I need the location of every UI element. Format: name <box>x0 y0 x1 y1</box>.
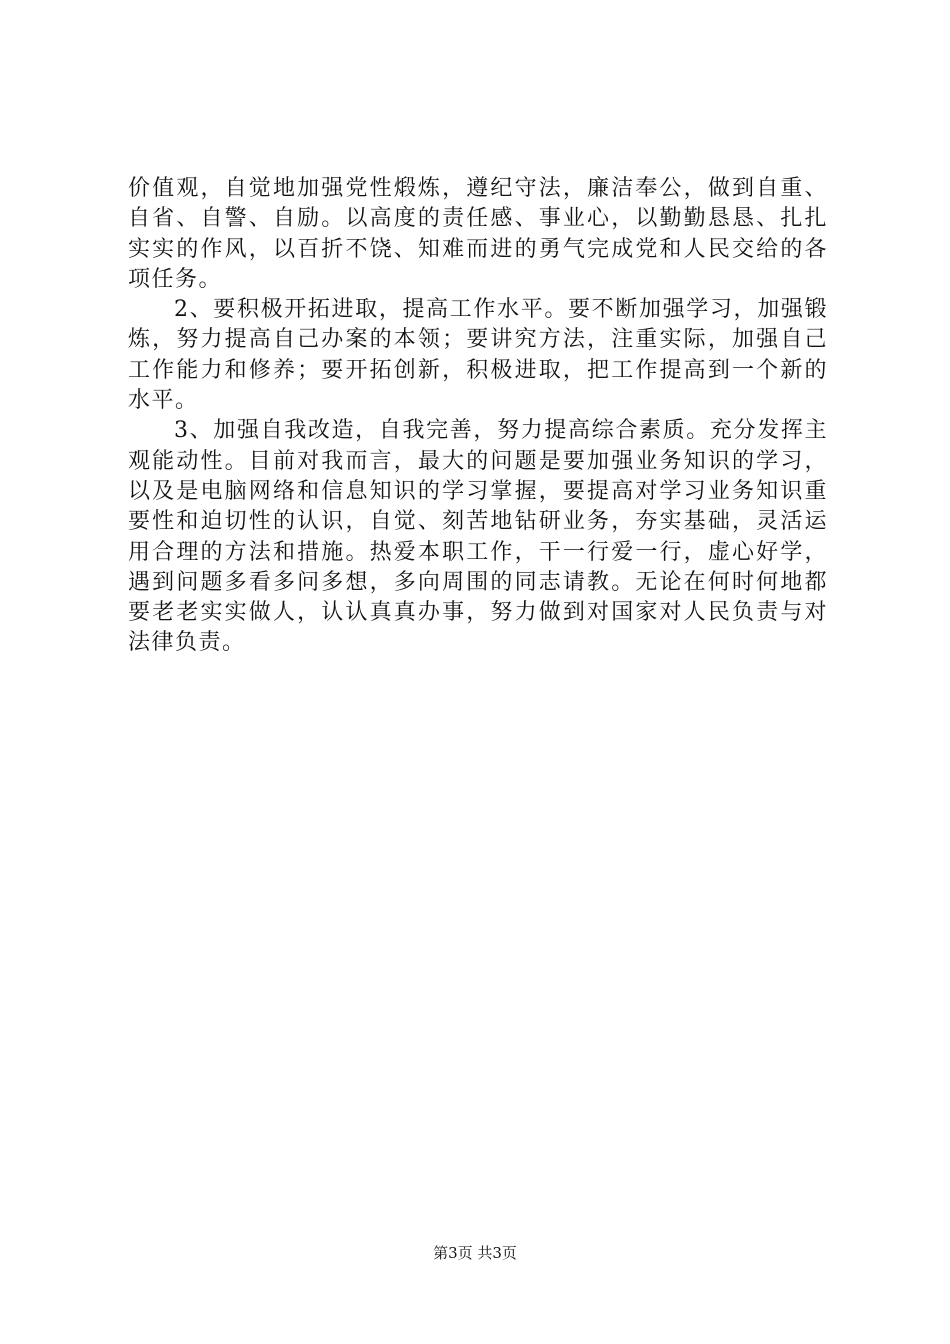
page-footer <box>0 1243 950 1263</box>
paragraph-item-3: 3、加强自我改造，自我完善，努力提高综合素质。充分发挥主观能动性。目前对我而言，最大的问题是要加强业务知识的学习，以及是电脑网络和信息知识的学习掌握，要提高对学习业务知识重要性和迫切性的认识，自觉、刻苦地钻研业务，夯实基础，灵活运用合理的方法和措施。热爱本职工作，干一行爱一行，虚心好学，遇到问题多看多问多想，多向周围的同志请教。无论在何时何地都要老老实实做人，认认真真办事，努力做到对国家对人民负责与对法律负责。 <box>128 418 828 656</box>
paragraph-item-2: 2、要积极开拓进取，提高工作水平。要不断加强学习，加强锻炼，努力提高自己办案的本领；要讲究方法，注重实际，加强自己工作能力和修养；要开拓创新，积极进取，把工作提高到一个新的水平。 <box>128 297 828 414</box>
paragraph-continuation: 价值观，自觉地加强党性煅炼，遵纪守法，廉洁奉公，做到自重、自省、自警、自励。以高度的责任感、事业心，以勤勤恳恳、扎扎实实的作风，以百折不饶、知难而进的勇气完成党和人民交给的各项任务。 <box>128 176 828 292</box>
page-number-label: 第3页 共3页 <box>433 1244 517 1262</box>
document-body <box>128 174 828 659</box>
